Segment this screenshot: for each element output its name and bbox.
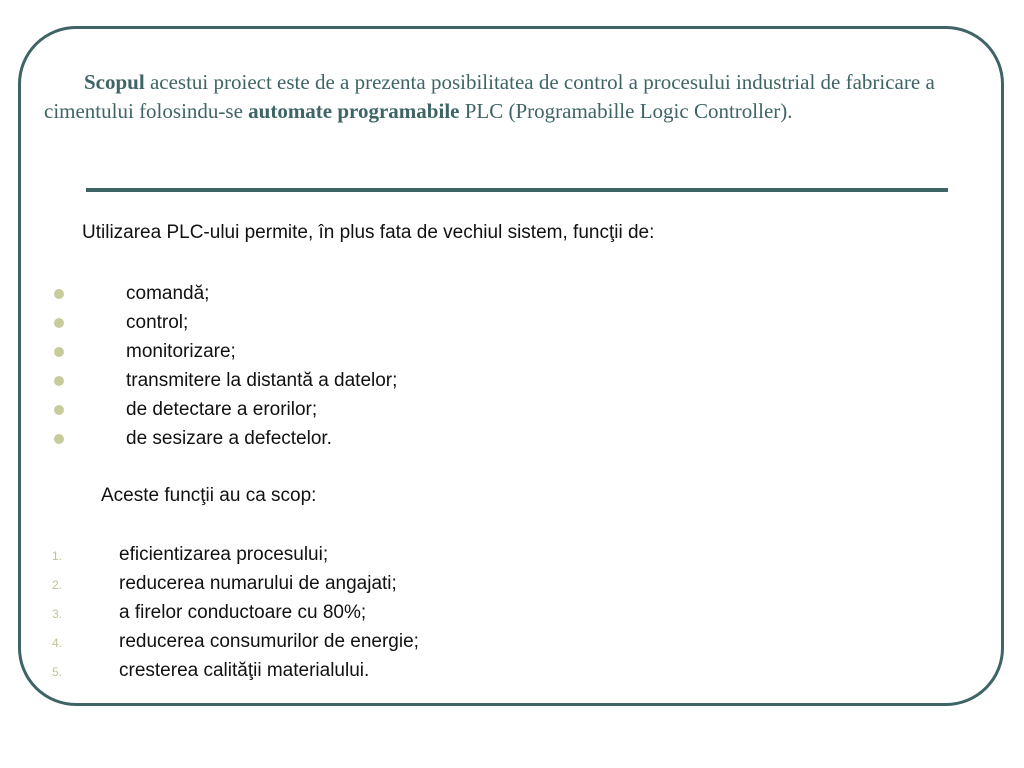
list-number: 3. [52,607,63,621]
list-number: 2. [52,578,63,592]
bullet-dot-icon [54,289,64,299]
bullet-dot-icon [54,434,64,444]
intro-text-part2: PLC (Programabille Logic Controller). [459,99,793,123]
intro-paragraph [44,68,984,126]
list-item-text: transmitere la distantă a datelor; [126,370,398,391]
goals-lead: Aceste funcţii au ca scop: [101,485,317,506]
bullet-dot-icon [54,405,64,415]
list-item-text: de detectare a erorilor; [126,399,318,420]
list-item-text: control; [126,312,189,333]
list-item-text: comandă; [126,283,210,304]
intro-text-part1: acestui proiect este de a prezenta posibilitatea de control a procesului industrial de fabricare a cimentului folosindu-se [44,70,935,123]
intro-bold-scopul: Scopul [84,70,145,94]
bullet-dot-icon [54,376,64,386]
intro-bold-automate: automate programabile [248,99,460,123]
functions-lead: Utilizarea PLC-ului permite, în plus fata de vechiul sistem, funcţii de: [82,222,655,243]
list-item-text: eficientizarea procesului; [119,544,329,565]
list-item-text: reducerea consumurilor de energie; [119,631,419,652]
list-number: 1. [52,549,63,563]
bullet-dot-icon [54,318,64,328]
list-number: 5. [52,665,63,679]
list-item-text: de sesizare a defectelor. [126,428,332,449]
list-item-text: a firelor conductoare cu 80%; [119,602,367,623]
list-number: 4. [52,636,63,650]
bullet-dot-icon [54,347,64,357]
list-item-text: cresterea calităţii materialului. [119,660,370,681]
divider-line [86,188,948,192]
list-item-text: reducerea numarului de angajati; [119,573,397,594]
list-item-text: monitorizare; [126,341,236,362]
